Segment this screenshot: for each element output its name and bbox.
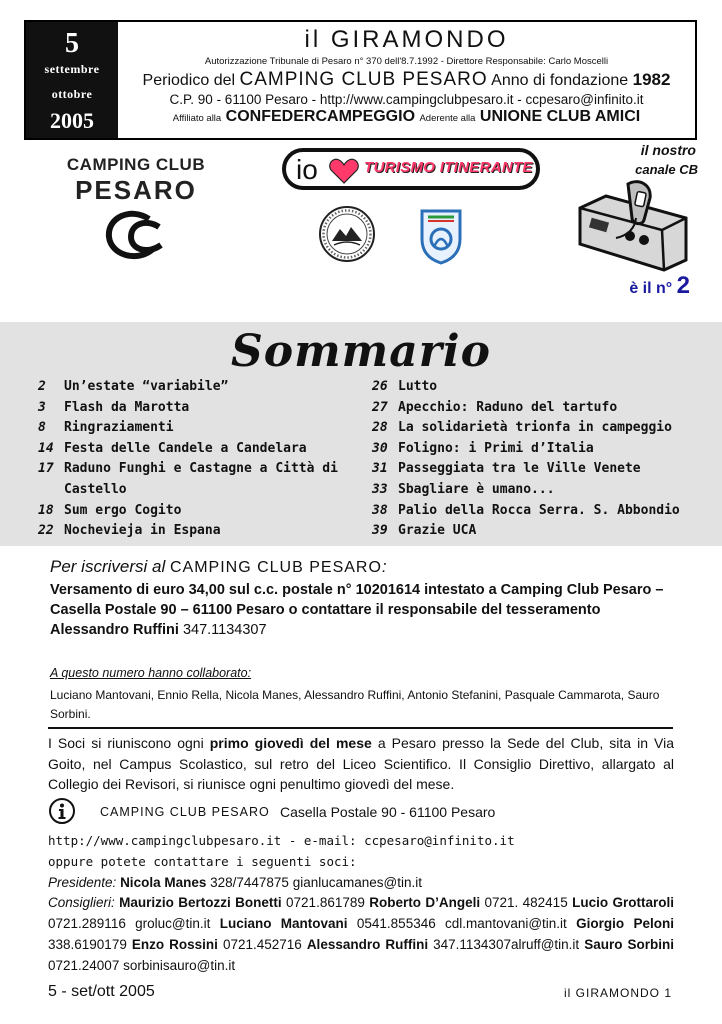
toc-item	[372, 480, 707, 501]
meeting-paragraph	[48, 733, 674, 795]
council-member-name: Maurizio Bertozzi Bonetti	[119, 895, 282, 911]
council-member-name: Lucio Grottaroli	[572, 895, 674, 911]
toc-page-number: 22	[38, 523, 54, 539]
toc-title: Palio della Rocca Serra. S. Abbondio	[398, 502, 680, 518]
cb-radio-icon	[576, 178, 700, 272]
cb-channel-prefix: è il n°	[629, 280, 673, 297]
affiliated-org: CONFEDERCAMPEGGIO	[225, 108, 416, 125]
subscribe-text: Versamento di euro 34,00 sul c.c. postale n° 10201614 intestato a Camping Club Pesaro – Casella Postale 90 – 61100 Pesaro o contattare il responsabile del tesseramento Alessandro Ruffini	[50, 582, 664, 638]
cb-channel-number	[629, 272, 690, 300]
president-contact: 328/7447875 gianlucamanes@tin.it	[210, 874, 422, 890]
divider	[48, 727, 673, 729]
council-label: Consiglieri:	[48, 895, 115, 911]
toc-item	[38, 418, 358, 439]
meeting-text-1: I Soci si riuniscono ogni	[48, 735, 204, 751]
council-member-contact: 0541.855346 cdl.mantovani@tin.it	[356, 916, 567, 932]
toc-page-number: 31	[372, 461, 388, 477]
adherent-label: Aderente alla	[419, 113, 476, 124]
toc-item	[38, 377, 358, 398]
collaborators-heading: A questo numero hanno collaborato:	[50, 666, 252, 680]
italy-emblem-icon	[418, 205, 464, 265]
meeting-bold: primo giovedì del mese	[209, 735, 372, 751]
council-member-name: Enzo Rossini	[131, 936, 218, 952]
toc-page-number: 27	[372, 399, 388, 415]
toc-item	[372, 521, 707, 542]
summary-title: Sommario	[231, 326, 491, 377]
toc-title: Un’estate “variabile”	[64, 379, 229, 394]
toc-page-number: 39	[372, 523, 388, 539]
subscribe-heading-club: CAMPING CLUB PESARO	[169, 559, 382, 576]
council-member-contact: 0721.452716	[222, 936, 302, 952]
toc-page-number: 38	[372, 502, 388, 518]
contact-postal-box: Casella Postale 90 - 61100 Pesaro	[280, 804, 496, 820]
president-label: Presidente:	[48, 874, 117, 890]
toc-page-number: 8	[38, 420, 46, 436]
toc-page-number: 2	[38, 379, 46, 394]
periodico-founded-year: 1982	[632, 70, 671, 89]
council-member-name: Roberto D’Angeli	[369, 895, 481, 911]
toc-left-column	[38, 377, 358, 542]
council-member-name: Giorgio Peloni	[576, 916, 674, 932]
toc-page-number: 26	[372, 379, 388, 394]
issue-number: 5	[65, 28, 79, 59]
council-member-name: Sauro Sorbini	[584, 936, 674, 952]
meeting-text-2: a Pesaro presso la Sede del Club, sita in Via Goito, nel Campus Scolastico, sul retro del Liceo Scientifico. Il Consiglio Direttivo, allargato al Collegio dei Revisori, si riunisce ogni penultimo giovedì del mese.	[48, 735, 675, 792]
banner-text: TURISMO ITINERANTE	[364, 159, 533, 176]
subscribe-heading-prefix: Per iscriversi al	[50, 557, 166, 576]
publication-title: il GIRAMONDO	[304, 26, 509, 53]
toc-page-number: 17	[38, 461, 54, 477]
toc-item	[38, 439, 358, 460]
toc-title: Flash da Marotta	[64, 399, 190, 415]
issue-year: 2005	[50, 108, 94, 133]
affiliation-line	[118, 108, 695, 126]
toc-title: Sum ergo Cogito	[64, 502, 182, 518]
toc-page-number: 30	[372, 440, 388, 456]
club-logo-line-1: CAMPING CLUB	[66, 155, 206, 174]
adherent-org: UNIONE CLUB AMICI	[479, 108, 641, 125]
footer-page: il GIRAMONDO 1	[563, 986, 672, 1000]
toc-title: Sbagliare è umano...	[398, 481, 555, 497]
toc-title: Passeggiata tra le Ville Venete	[398, 461, 641, 477]
toc-title: La solidarietà trionfa in campeggio	[398, 420, 672, 436]
contacts-intro: oppure potete contattare i seguenti soci:	[48, 853, 357, 869]
toc-item	[38, 521, 358, 542]
cb-channel-value: 2	[676, 272, 690, 299]
toc-title: Festa delle Candele a Candelara	[64, 440, 307, 456]
toc-right-column	[372, 377, 707, 542]
contacts-web-email: http://www.campingclubpesaro.it - e-mail: ccpesaro@infinito.it	[48, 833, 515, 848]
toc-item	[372, 398, 707, 419]
toc-item	[372, 459, 707, 480]
toc-page-number: 3	[38, 399, 46, 415]
council-member-name: Alessandro Ruffini	[306, 936, 429, 952]
cb-title-2: canale CB	[635, 162, 698, 177]
subscribe-body	[50, 580, 680, 640]
contact-club-name: CAMPING CLUB PESARO	[100, 805, 270, 819]
toc-item	[38, 398, 358, 419]
masthead	[24, 20, 697, 140]
affiliated-label: Affiliato alla	[172, 113, 222, 124]
turismo-itinerante-banner	[282, 148, 540, 190]
toc-title: Lutto	[398, 379, 438, 394]
toc-title: Nochevieja in Espana	[64, 523, 221, 539]
toc-item	[372, 439, 707, 460]
info-icon	[48, 797, 76, 825]
footer-issue: 5 - set/ott 2005	[48, 983, 155, 1000]
toc-item	[372, 418, 707, 439]
masthead-info	[118, 22, 695, 138]
toc-title: Grazie UCA	[398, 523, 477, 539]
president-name: Nicola Manes	[120, 874, 207, 890]
periodico-line	[118, 69, 695, 91]
periodico-club: CAMPING CLUB PESARO	[239, 69, 488, 90]
club-logo	[56, 155, 216, 275]
council-member-contact: 338.6190179	[48, 936, 127, 952]
banner-io: io	[296, 154, 318, 185]
toc-item	[38, 459, 358, 500]
subscribe-heading	[50, 557, 387, 577]
contacts-list	[48, 873, 674, 977]
periodico-prefix: Periodico del	[142, 72, 236, 89]
masthead-contact-line: C.P. 90 - 61100 Pesaro - http://www.campingclubpesaro.it - ccpesaro@infinito.it	[169, 92, 644, 107]
council-member-contact: 0721. 482415	[484, 895, 568, 911]
toc-title: Raduno Funghi e Castagne a Città di Castello	[64, 461, 338, 497]
toc-page-number: 28	[372, 420, 388, 436]
summary-band	[0, 322, 722, 546]
issue-month-2: ottobre	[51, 87, 93, 101]
council-member-contact: 0721.289116 groluc@tin.it	[48, 916, 211, 932]
club-emblem-icon	[101, 209, 171, 265]
toc-title: Ringraziamenti	[64, 420, 174, 436]
contacts-block	[48, 831, 674, 977]
toc-item	[372, 501, 707, 522]
issue-month-1: settembre	[44, 62, 100, 76]
toc-item	[372, 377, 707, 398]
toc-title: Apecchio: Raduno del tartufo	[398, 399, 618, 415]
toc-page-number: 18	[38, 502, 54, 518]
council-member-name: Luciano Mantovani	[219, 916, 348, 932]
seal-icon	[318, 205, 376, 263]
subscribe-phone: 347.1134307	[182, 622, 267, 638]
toc-page-number: 14	[38, 440, 54, 456]
club-logo-line-2: PESARO	[75, 175, 197, 205]
issue-box	[26, 22, 118, 138]
subscribe-heading-suffix: :	[381, 557, 387, 576]
council-member-contact: 347.1134307alruff@tin.it	[433, 936, 580, 952]
council-member-contact: 0721.861789	[286, 895, 365, 911]
council-member-contact: 0721.24007 sorbinisauro@tin.it	[48, 957, 236, 973]
cb-channel-logo	[576, 140, 704, 300]
heart-icon	[329, 158, 359, 184]
toc-item	[38, 501, 358, 522]
collaborators-names: Luciano Mantovani, Ennio Rella, Nicola Manes, Alessandro Ruffini, Antonio Stefanini, Pasquale Cammarota, Sauro Sorbini.	[50, 688, 660, 721]
cb-title-1: il nostro	[640, 142, 696, 158]
toc-title: Foligno: i Primi d’Italia	[398, 440, 594, 456]
authorization-line: Autorizzazione Tribunale di Pesaro n° 370 dell'8.7.1992 - Direttore Responsabile: Carlo Moscelli	[204, 56, 609, 67]
toc-page-number: 33	[372, 481, 388, 497]
contact-info-line	[48, 797, 674, 825]
periodico-founded-label: Anno di fondazione	[491, 72, 629, 89]
